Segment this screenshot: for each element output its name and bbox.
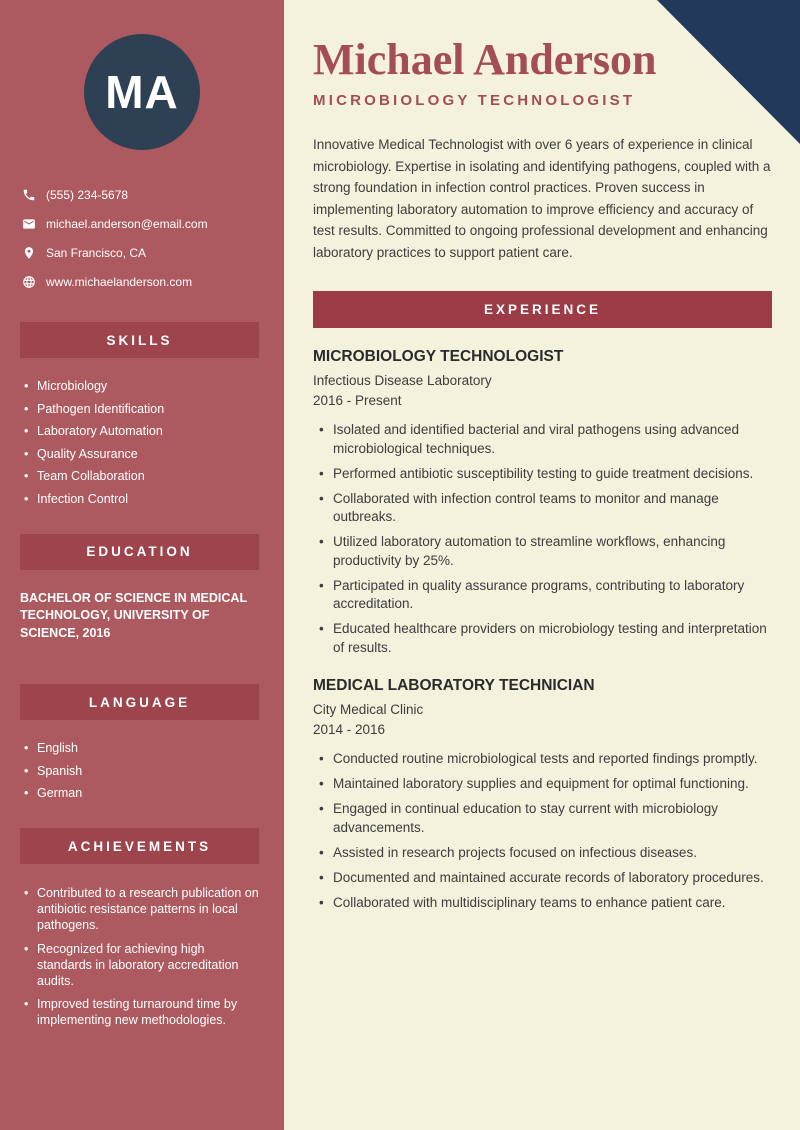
main-content [284,0,800,1130]
job-bullet: • Maintained laboratory supplies and equipment for optimal functioning. [313,775,772,794]
skill-item: • Pathogen Identification [24,402,259,416]
education-section-header [20,534,259,570]
job-bullet: • Collaborated with infection control teams to monitor and manage outbreaks. [313,490,772,527]
phone-icon [22,188,36,202]
skill-item: • Infection Control [24,492,259,506]
contact-location [22,238,284,267]
person-name: Michael Anderson [313,35,657,84]
achievements-title: ACHIEVEMENTS [67,838,212,854]
job-title: MICROBIOLOGY TECHNOLOGIST [313,348,564,365]
avatar-initials: MA [105,66,179,118]
email-icon [22,217,36,231]
contact-phone [22,180,284,209]
job-bullet: • Collaborated with multidisciplinary teams to enhance patient care. [313,894,772,913]
contact-location-text: San Francisco, CA [46,245,147,260]
job-dates: 2014 - 2016 [313,722,386,737]
job-bullet-list [313,750,772,912]
profile-summary: Innovative Medical Technologist with over 6 years of experience in clinical microbiology. Expertise in isolating and identifying pathogens, coupled with a strong foundation in infection control practices. Proven success in implementing laboratory automation to improve efficiency and accuracy of test results. Committed to ongoing professional development and enhancing laboratory practices to support patient care. [313,137,771,260]
person-job-title: MICROBIOLOGY TECHNOLOGIST [313,92,636,109]
job-company: City Medical Clinic [313,702,424,717]
job-bullet: • Conducted routine microbiological tests and reported findings promptly. [313,750,772,769]
job-bullet: • Participated in quality assurance programs, contributing to laboratory accreditation. [313,577,772,614]
language-item: • German [24,786,259,800]
contact-section [22,180,284,296]
experience-job [313,348,772,657]
contact-phone-text: (555) 234-5678 [46,187,129,202]
experience-title: EXPERIENCE [483,302,602,317]
avatar [84,34,200,150]
job-bullet: • Assisted in research projects focused on infectious diseases. [313,844,772,863]
achievement-item: • Recognized for achieving high standards in laboratory accreditation audits. [24,941,259,990]
job-bullet: • Utilized laboratory automation to streamline workflows, enhancing productivity by 25%. [313,533,772,570]
contact-email-text: michael.anderson@email.com [46,216,208,231]
contact-email [22,209,284,238]
job-bullet: • Educated healthcare providers on microbiology testing and interpretation of results. [313,620,772,657]
job-dates: 2016 - Present [313,393,402,408]
skills-section-header [20,322,259,358]
contact-website-text: www.michaelanderson.com [46,274,193,289]
education-title: EDUCATION [86,544,193,559]
job-bullet: • Isolated and identified bacterial and viral pathogens using advanced microbiological techniques. [313,421,772,458]
language-section-header [20,684,259,720]
language-item: • Spanish [24,764,259,778]
skill-item: • Laboratory Automation [24,424,259,438]
achievements-section-header [20,828,259,864]
language-title: LANGUAGE [88,694,191,710]
job-company: Infectious Disease Laboratory [313,373,492,388]
achievement-item: • Contributed to a research publication on antibiotic resistance patterns in local pathogens. [24,885,259,934]
job-title: MEDICAL LABORATORY TECHNICIAN [313,677,595,694]
education-degree: BACHELOR OF SCIENCE IN MEDICAL TECHNOLOGY, UNIVERSITY OF SCIENCE, 2016 [20,590,247,640]
experience-section-header [313,291,772,328]
job-bullet: • Documented and maintained accurate records of laboratory procedures. [313,869,772,888]
contact-website [22,267,284,296]
sidebar [0,0,284,1130]
job-bullet: • Engaged in continual education to stay current with microbiology advancements. [313,800,772,837]
skill-item: • Quality Assurance [24,447,259,461]
skill-item: • Team Collaboration [24,469,259,483]
skill-item: • Microbiology [24,379,259,393]
achievements-list [24,885,259,1029]
language-list [24,741,259,800]
skills-list [24,379,259,506]
experience-job [313,677,772,912]
job-bullet: • Performed antibiotic susceptibility testing to guide treatment decisions. [313,465,772,484]
language-item: • English [24,741,259,755]
globe-icon [22,275,36,289]
job-bullet-list [313,421,772,657]
achievement-item: • Improved testing turnaround time by implementing new methodologies. [24,996,259,1028]
location-pin-icon [22,246,36,260]
skills-title: SKILLS [106,332,173,348]
